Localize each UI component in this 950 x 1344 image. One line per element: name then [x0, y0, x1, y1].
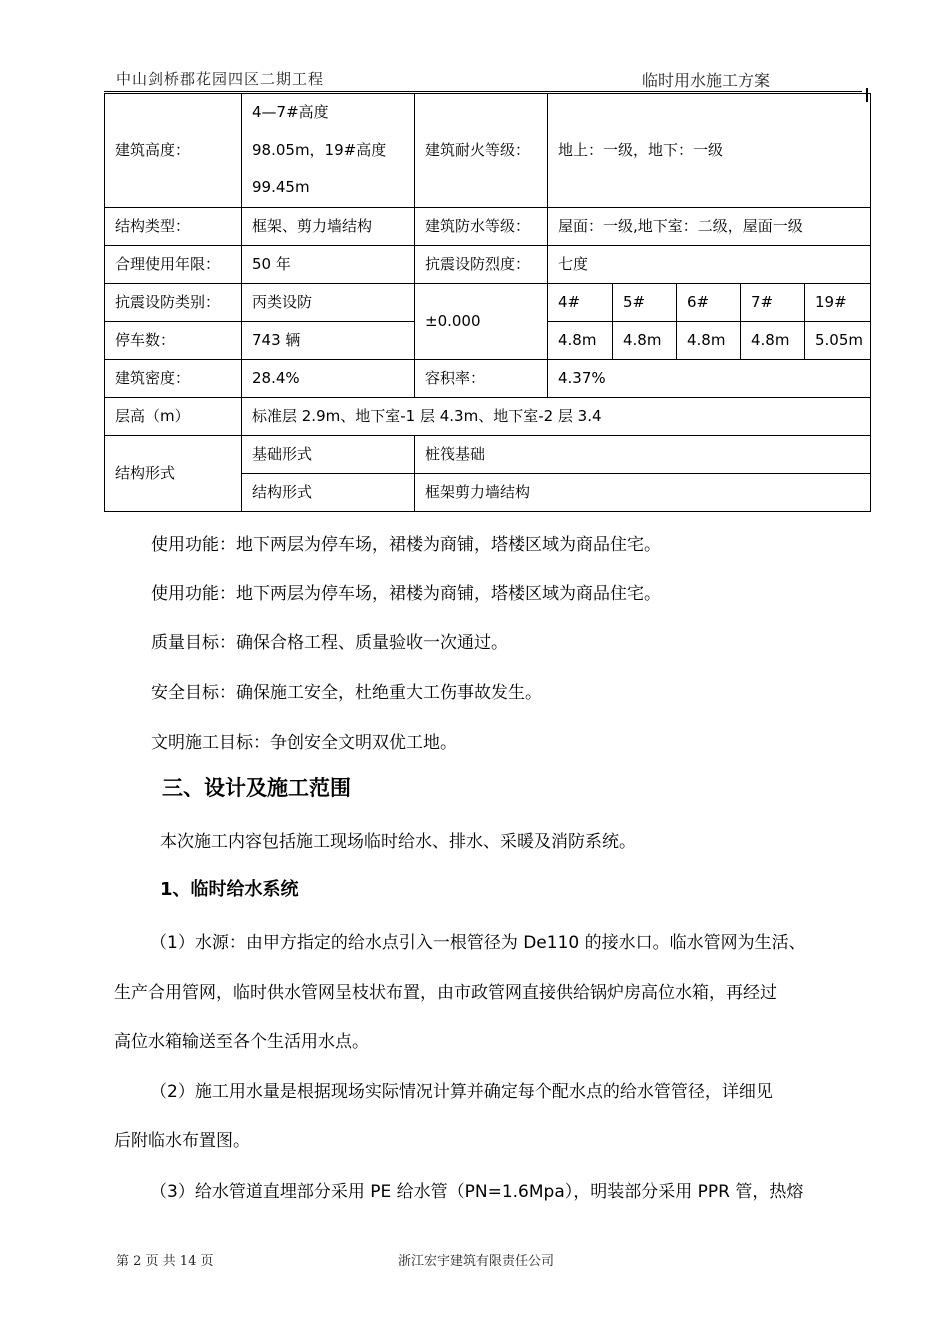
- table-label-cell: 层高（m）: [105, 397, 242, 435]
- table-value-cell: 50 年: [242, 245, 415, 283]
- building-number-cell: 4#: [548, 283, 613, 321]
- table-value-cell: 28.4%: [242, 359, 415, 397]
- table-row: [105, 397, 871, 435]
- table-row: [105, 207, 871, 245]
- paragraph-scope: 本次施工内容包括施工现场临时给水、排水、采暖及消防系统。: [160, 832, 636, 852]
- table-label-cell: 抗震设防类别：: [105, 283, 242, 321]
- table-label-cell: 停车数：: [105, 321, 242, 359]
- paragraph-water-source-line-3: 高位水箱输送至各个生活用水点。: [114, 1032, 369, 1052]
- paragraph-civilized-goal: 文明施工目标：争创安全文明双优工地。: [151, 733, 457, 753]
- elevation-value-cell: 5.05m: [805, 321, 871, 359]
- table-value-cell-building-height: [242, 94, 415, 208]
- table-label-cell: 抗震设防烈度：: [415, 245, 548, 283]
- table-value-cell: 地上：一级，地下：一级: [548, 94, 871, 208]
- building-number-cell: 6#: [677, 283, 741, 321]
- paragraph-water-usage-line-2: 后附临水布置图。: [114, 1131, 250, 1151]
- table-label-cell: 建筑耐火等级：: [415, 94, 548, 208]
- table-value-cell: 七度: [548, 245, 871, 283]
- table-value-cell: 743 辆: [242, 321, 415, 359]
- elevation-value-cell: 4.8m: [613, 321, 677, 359]
- paragraph-water-source-line-1: （1）水源：由甲方指定的给水点引入一根管径为 De110 的接水口。临水管网为生活、: [150, 933, 806, 953]
- table-label-cell: 建筑密度：: [105, 359, 242, 397]
- paragraph-water-usage-line-1: （2）施工用水量是根据现场实际情况计算并确定每个配水点的给水管管径，详细见: [150, 1082, 773, 1102]
- table-label-cell: 建筑防水等级：: [415, 207, 548, 245]
- building-number-cell: 7#: [741, 283, 805, 321]
- table-value-cell: 4.37%: [548, 359, 871, 397]
- table-value-cell: 丙类设防: [242, 283, 415, 321]
- project-info-table: [104, 93, 871, 512]
- paragraph-pipe-material-line-1: （3）给水管道直埋部分采用 PE 给水管（PN=1.6Mpa），明装部分采用 PPR 管，热熔: [150, 1182, 804, 1202]
- table-row: [105, 435, 871, 473]
- paragraph-safety-goal: 安全目标：确保施工安全，杜绝重大工伤事故发生。: [151, 683, 542, 703]
- subsection-heading-water-supply: 1、临时给水系统: [160, 879, 299, 900]
- building-number-cell: 5#: [613, 283, 677, 321]
- header-rule: [104, 91, 862, 92]
- footer-page-number: 第 2 页 共 14 页: [116, 1254, 214, 1269]
- cell-line: 4—7#高度: [252, 103, 329, 121]
- table-value-cell: 桩筏基础: [415, 435, 871, 473]
- cell-line: 99.45m: [252, 178, 310, 196]
- table-sub-label-cell: 基础形式: [242, 435, 415, 473]
- table-row: [105, 94, 871, 208]
- building-number-cell: 19#: [805, 283, 871, 321]
- cell-line: 98.05m，19#高度: [252, 140, 387, 159]
- table-row: [105, 283, 871, 321]
- table-label-cell: 容积率：: [415, 359, 548, 397]
- table-label-cell: 结构形式: [105, 435, 242, 511]
- section-heading-scope: 三、设计及施工范围: [162, 776, 351, 800]
- footer-company-name: 浙江宏宇建筑有限责任公司: [398, 1254, 555, 1269]
- table-label-cell: 建筑高度：: [105, 94, 242, 208]
- header-project-name: 中山剑桥郡花园四区二期工程: [116, 70, 325, 88]
- table-value-cell: 屋面：一级,地下室：二级，屋面一级: [548, 207, 871, 245]
- paragraph-function-1: 使用功能：地下两层为停车场，裙楼为商铺，塔楼区域为商品住宅。: [151, 535, 661, 555]
- table-label-cell: 合理使用年限：: [105, 245, 242, 283]
- table-value-cell: 标准层 2.9m、地下室-1 层 4.3m、地下室-2 层 3.4: [242, 397, 871, 435]
- header-document-title: 临时用水施工方案: [642, 71, 771, 90]
- elevation-value-cell: 4.8m: [741, 321, 805, 359]
- table-row: [105, 359, 871, 397]
- table-value-cell: 框架剪力墙结构: [415, 473, 871, 511]
- table-row: [105, 245, 871, 283]
- elevation-value-cell: 4.8m: [677, 321, 741, 359]
- table-value-cell: 框架、剪力墙结构: [242, 207, 415, 245]
- table-label-cell: 结构类型：: [105, 207, 242, 245]
- elevation-label-cell: ±0.000: [415, 283, 548, 359]
- table-sub-label-cell: 结构形式: [242, 473, 415, 511]
- paragraph-quality-goal: 质量目标：确保合格工程、质量验收一次通过。: [151, 633, 508, 653]
- elevation-value-cell: 4.8m: [548, 321, 613, 359]
- paragraph-function-2: 使用功能：地下两层为停车场，裙楼为商铺，塔楼区域为商品住宅。: [151, 584, 661, 604]
- paragraph-water-source-line-2: 生产合用管网，临时供水管网呈枝状布置，由市政管网直接供给锅炉房高位水箱，再经过: [114, 983, 777, 1003]
